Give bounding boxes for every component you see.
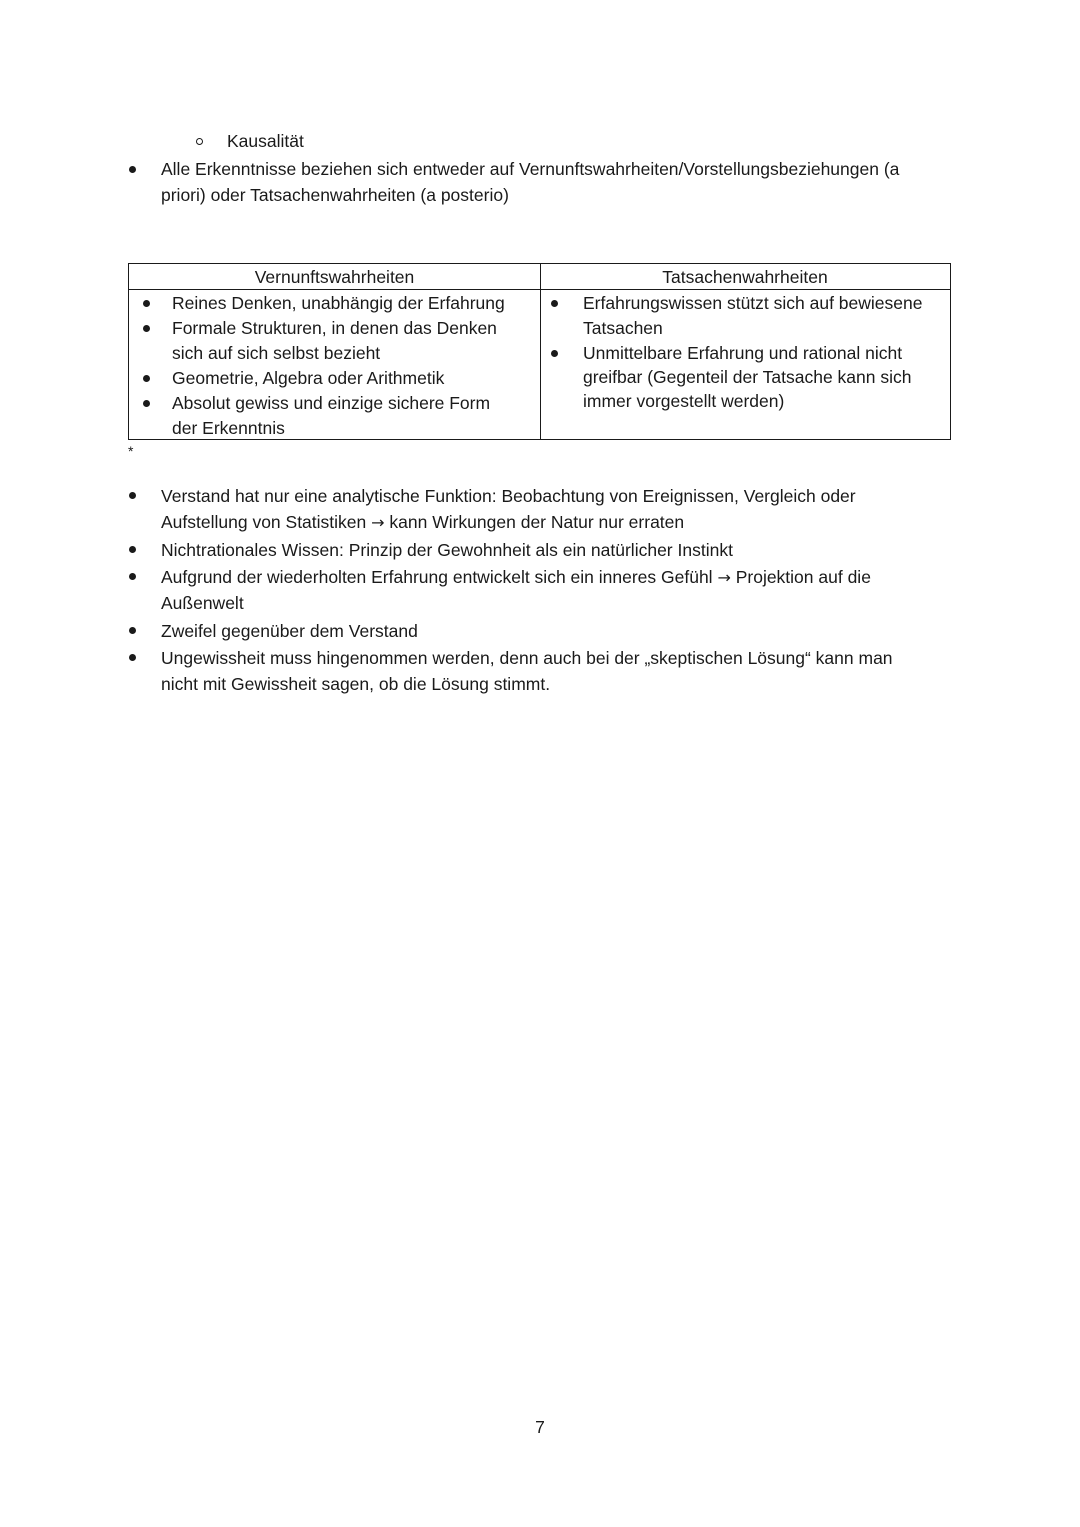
bullet-text-segment: kann Wirkungen der Natur nur erraten (384, 512, 685, 532)
bullet-text-line (161, 564, 871, 591)
bullet-icon (129, 492, 136, 499)
bullet-text-line: Außenwelt (161, 593, 244, 613)
bullet-text-line: Alle Erkenntnisse beziehen sich entweder auf Vernunftswahrheiten/Vorstellungsbeziehungen (a (161, 159, 900, 179)
bullet-text-line (161, 509, 684, 536)
bullet-text-segment: Projektion auf die (730, 567, 871, 587)
bullet-text-line: Nichtrationales Wissen: Prinzip der Gewohnheit als ein natürlicher Instinkt (161, 540, 733, 560)
arrow-right-icon: → (371, 513, 385, 532)
table-cell-line: Unmittelbare Erfahrung und rational nicht (583, 343, 903, 363)
table-cell-line: Geometrie, Algebra oder Arithmetik (172, 368, 445, 388)
table-cell-line: Formale Strukturen, in denen das Denken (172, 318, 497, 338)
bullet-icon (129, 546, 136, 553)
arrow-right-icon: → (717, 568, 731, 587)
page-number: 7 (535, 1417, 545, 1437)
bullet-text-line: Ungewissheit muss hingenommen werden, denn auch bei der „skeptischen Lösung“ kann man (161, 648, 893, 668)
table-cell-line: der Erkenntnis (172, 418, 285, 438)
table-cell-line: Reines Denken, unabhängig der Erfahrung (172, 293, 505, 313)
table-cell-line: Erfahrungswissen stützt sich auf bewiesene (583, 293, 923, 313)
table-column-divider (540, 264, 541, 439)
bullet-text-line: nicht mit Gewissheit sagen, ob die Lösung stimmt. (161, 674, 551, 694)
bullet-icon (129, 627, 136, 634)
bullet-icon (129, 654, 136, 661)
bullet-text-line: Verstand hat nur eine analytische Funktion: Beobachtung von Ereignissen, Vergleich oder (161, 486, 856, 506)
sub-bullet-text: Kausalität (227, 131, 304, 151)
bullet-text-segment: Aufgrund der wiederholten Erfahrung entwickelt sich ein inneres Gefühl (161, 567, 718, 587)
table-cell-line: greifbar (Gegenteil der Tatsache kann sich (583, 367, 912, 387)
bullet-text-line: priori) oder Tatsachenwahrheiten (a posterio) (161, 185, 509, 205)
table-header-right: Tatsachenwahrheiten (662, 267, 828, 287)
table-cell-line: Tatsachen (583, 318, 663, 338)
table-bullet-icon (143, 400, 150, 407)
table-header-left: Vernunftswahrheiten (254, 267, 415, 287)
table-bullet-icon (143, 375, 150, 382)
table-cell-line: Absolut gewiss und einzige sichere Form (172, 393, 491, 413)
table-bullet-icon (551, 300, 558, 307)
table-cell-line: immer vorgestellt werden) (583, 391, 785, 411)
bullet-text-segment: Aufstellung von Statistiken (161, 512, 372, 532)
table-cell-line: sich auf sich selbst bezieht (172, 343, 381, 363)
table-bullet-icon (143, 325, 150, 332)
bullet-icon (129, 573, 136, 580)
table-bullet-icon (143, 300, 150, 307)
comparison-table (128, 263, 951, 440)
bullet-icon (129, 166, 136, 173)
footnote-mark: * (128, 443, 134, 459)
sub-bullet-circle-icon (196, 138, 203, 145)
bullet-text-line: Zweifel gegenüber dem Verstand (161, 621, 418, 641)
table-bullet-icon (551, 350, 558, 357)
